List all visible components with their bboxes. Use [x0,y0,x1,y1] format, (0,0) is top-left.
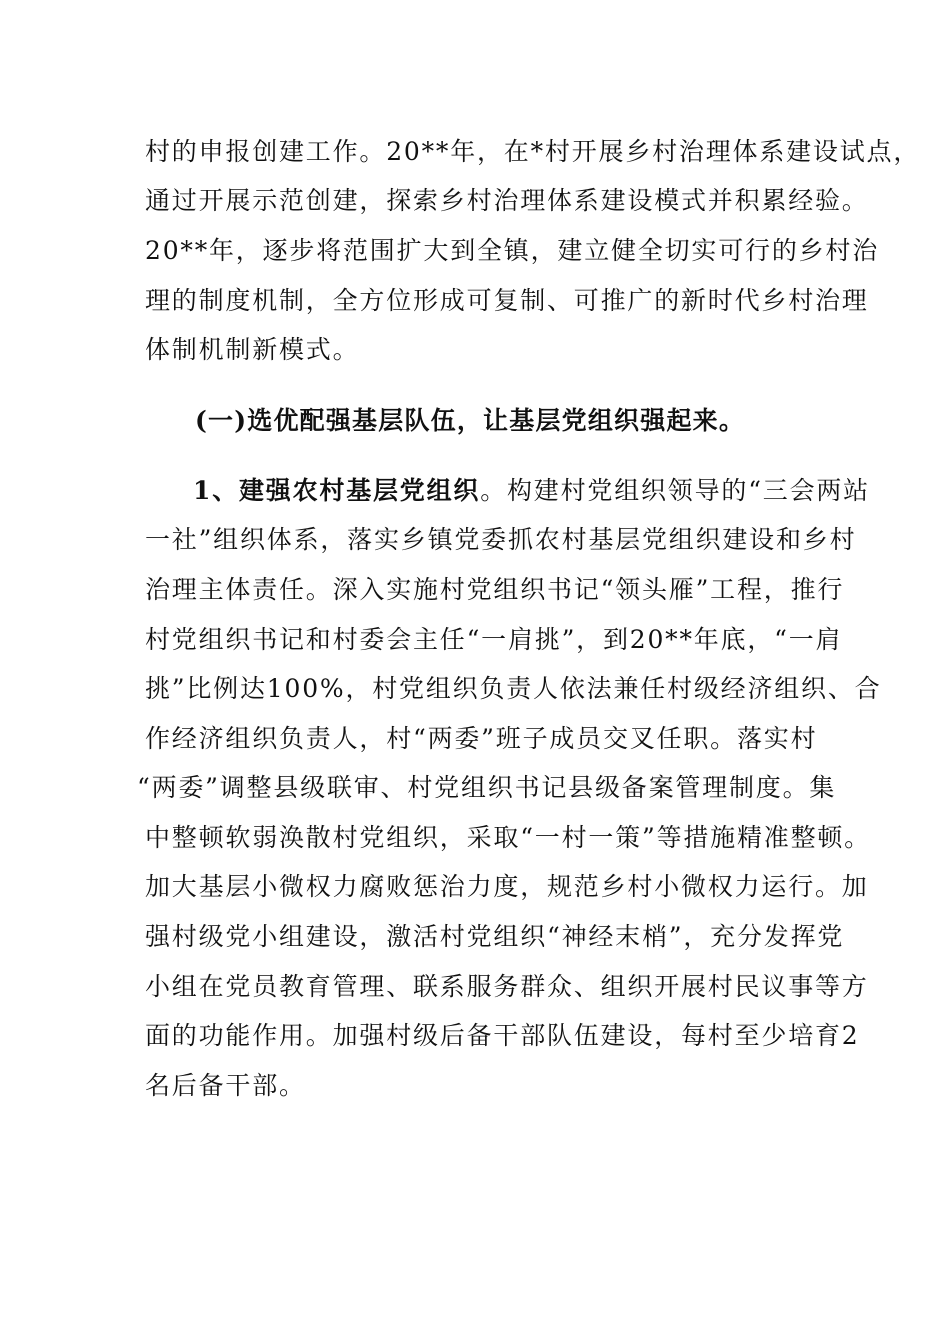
paragraph1-line-8: 中整顿软弱涣散村党组织，采取“一村一策”等措施精准整顿。 [145,823,871,852]
paragraph1-line-3: 治理主体责任。深入实施村党组织书记“领头雁”工程，推行 [145,575,845,604]
paragraph1-line-12: 面的功能作用。加强村级后备干部队伍建设，每村至少培育2 [145,1021,860,1050]
intro-line-5: 体制机制新模式。 [145,335,360,364]
intro-line-3: 20**年，逐步将范围扩大到全镇，建立健全切实可行的乡村治 [145,236,880,265]
paragraph1-lead-title: 1、建强农村基层党组织 [193,476,481,505]
paragraph1-line-2: 一社”组织体系，落实乡镇党委抓农村基层党组织建设和乡村 [145,525,857,554]
paragraph1-line-10: 强村级党小组建设，激活村党组织“神经末梢”，充分发挥党 [145,922,845,951]
paragraph1-line-6: 作经济组织负责人，村“两委”班子成员交叉任职。落实村 [145,724,818,753]
paragraph1-line-4: 村党组织书记和村委会主任“一肩挑”，到20**年底，“一肩 [145,625,843,654]
paragraph1-line-7: “两委”调整县级联审、村党组织书记县级备案管理制度。集 [137,773,837,802]
intro-line-1: 村的申报创建工作。20**年，在*村开展乡村治理体系建设试点， [145,137,921,166]
section-heading: (一)选优配强基层队伍，让基层党组织强起来。 [195,406,746,435]
paragraph1-line-13: 名后备干部。 [145,1071,306,1100]
paragraph1-first-line-rest: 。构建村党组织领导的“三会两站 [480,476,870,505]
paragraph1-first-line [193,476,870,506]
intro-line-4: 理的制度机制，全方位形成可复制、可推广的新时代乡村治理 [145,286,869,315]
paragraph1-line-9: 加大基层小微权力腐败惩治力度，规范乡村小微权力运行。加 [145,872,869,901]
intro-line-2: 通过开展示范创建，探索乡村治理体系建设模式并积累经验。 [145,186,869,215]
paragraph1-line-5: 挑”比例达100%，村党组织负责人依法兼任村级经济组织、合 [145,674,882,703]
paragraph1-line-11: 小组在党员教育管理、联系服务群众、组织开展村民议事等方 [145,972,869,1001]
